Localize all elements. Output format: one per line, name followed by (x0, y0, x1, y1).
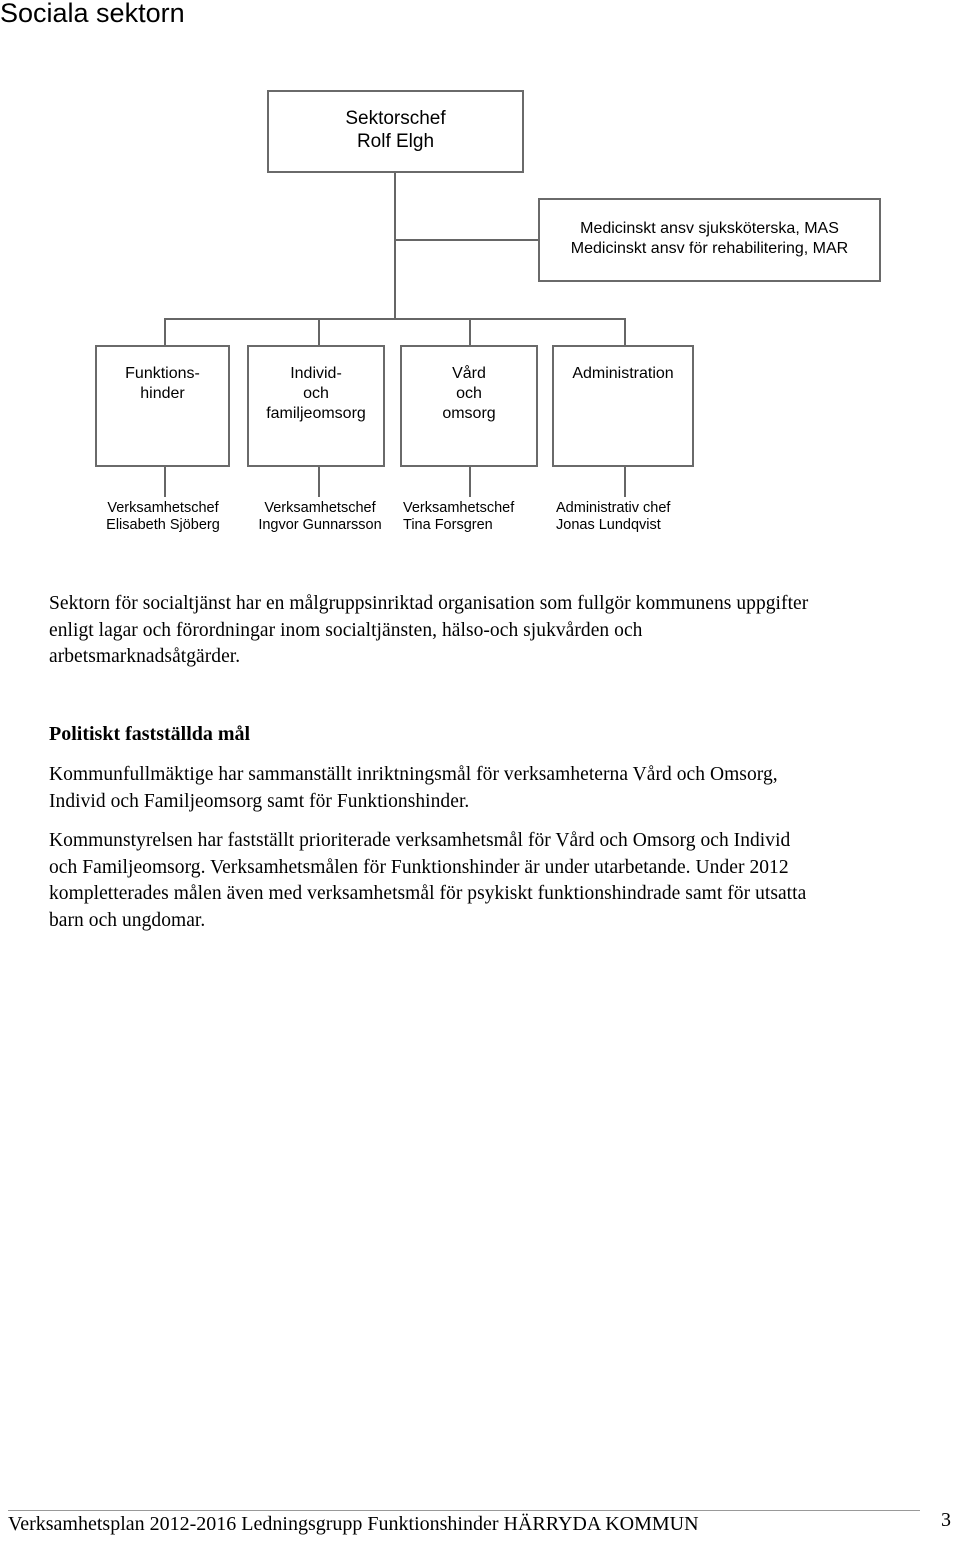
connector-lead-2 (318, 467, 320, 497)
text-line: barn och ungdomar. (49, 909, 206, 931)
lead-name: Jonas Lundqvist (556, 517, 661, 533)
text-line: Kommunstyrelsen har fastställt prioriterade verksamhetsmål för Vård och Omsorg och Individ (49, 830, 791, 851)
connector-horizontal-bus (164, 318, 626, 320)
text-line: enligt lagar och förordningar inom socialtjänsten, hälso-och sjukvården och (49, 619, 643, 641)
goals-paragraph-2 (49, 828, 949, 934)
section-heading: Politiskt fastställda mål (49, 723, 251, 745)
connector-lead-3 (469, 467, 471, 497)
lead-name: Elisabeth Sjöberg (106, 517, 220, 533)
connector-chief-trunk (394, 173, 396, 320)
department-label-line: Funktions- (125, 365, 200, 382)
department-label-line: familjeomsorg (266, 405, 366, 422)
connector-drop-3 (469, 318, 471, 346)
page-title: Sociala sektorn (0, 0, 185, 28)
sector-chief-name: Rolf Elgh (356, 131, 435, 152)
sector-chief-role: Sektorschef (345, 108, 446, 129)
text-line: Sektorn för socialtjänst har en målgruppsinriktad organisation som fullgör kommunens uppgifter (49, 593, 809, 614)
medical-mas-label: Medicinskt ansv sjuksköterska, MAS (580, 220, 839, 237)
department-lead-vard-omsorg (403, 500, 531, 534)
department-lead-individ-familjeomsorg (244, 500, 396, 534)
department-label-line: Individ- (290, 365, 342, 382)
text-line: kompletterades målen även med verksamhetsmål för psykiskt funktionshindrade samt för utsatta (49, 883, 807, 904)
department-box-individ-familjeomsorg (247, 345, 385, 467)
text-line: Individ och Familjeomsorg samt för Funktionshinder. (49, 790, 470, 812)
connector-drop-2 (318, 318, 320, 346)
lead-title: Verksamhetschef (264, 500, 376, 516)
medical-responsibility-box (538, 198, 881, 282)
footer-divider (8, 1510, 920, 1511)
lead-name: Ingvor Gunnarsson (258, 517, 382, 533)
department-box-administration (552, 345, 694, 467)
lead-title: Administrativ chef (556, 500, 671, 516)
connector-drop-1 (164, 318, 166, 346)
department-lead-administration (556, 500, 690, 534)
department-label-line: Vård (452, 365, 486, 382)
text-line: Kommunfullmäktige har sammanställt inriktningsmål för verksamheterna Vård och Omsorg, (49, 764, 778, 785)
department-label-line: omsorg (442, 405, 496, 422)
department-label-line: Administration (572, 365, 674, 382)
connector-lead-1 (164, 467, 166, 497)
connector-medical-branch (396, 239, 539, 241)
text-line: och Familjeomsorg. Verksamhetsmålen för Funktionshinder är under utarbetande. Under 2012 (49, 856, 789, 878)
department-label-line: och (456, 385, 482, 402)
text-line: arbetsmarknadsåtgärder. (49, 646, 241, 667)
connector-drop-4 (624, 318, 626, 346)
connector-lead-4 (624, 467, 626, 497)
department-box-vard-omsorg (400, 345, 538, 467)
department-box-funktionshinder (95, 345, 230, 467)
lead-title: Verksamhetschef (107, 500, 219, 516)
department-lead-funktionshinder (90, 500, 236, 534)
intro-paragraph (49, 591, 949, 671)
department-label-line: hinder (140, 385, 185, 402)
medical-mar-label: Medicinskt ansv för rehabilitering, MAR (570, 240, 849, 257)
sector-chief-box (267, 90, 524, 173)
footer-text: Verksamhetsplan 2012-2016 Ledningsgrupp Funktionshinder HÄRRYDA KOMMUN (8, 1513, 699, 1535)
page-number: 3 (941, 1509, 951, 1531)
lead-name: Tina Forsgren (403, 517, 493, 533)
lead-title: Verksamhetschef (403, 500, 515, 516)
goals-paragraph-1 (49, 762, 949, 815)
department-label-line: och (303, 385, 329, 402)
